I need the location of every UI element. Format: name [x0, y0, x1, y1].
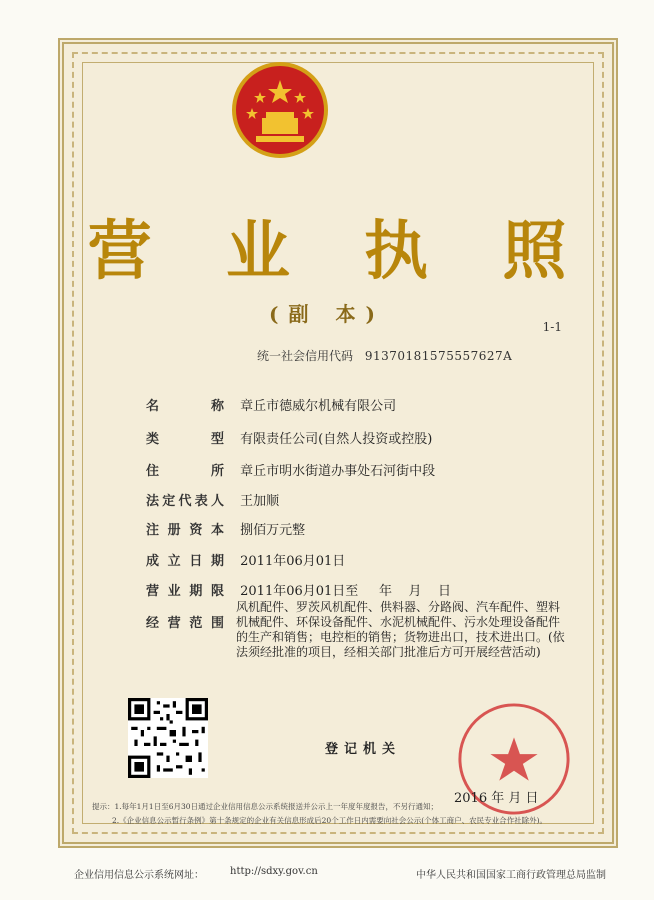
field-value: 王加顺 [240, 494, 280, 509]
business-scope-text: 风机配件、罗茨风机配件、供料器、分路阀、汽车配件、塑料机械配件、环保设备配件、水泥机械配件、污水处理设备配件的生产和销售；电控柜的销售；货物进出口，技术进出口。(依法须经批准的项目，经相关部门批准后方可开展经营活动) [236, 600, 565, 659]
field-address [146, 460, 435, 479]
field-term [146, 580, 451, 599]
field-value: 章丘市明水街道办事处石河街中段 [240, 464, 436, 479]
field-label: 名称 [146, 399, 224, 414]
issue-date: 2016 年 月 日 [454, 791, 539, 806]
note-line: 提示：1.每年1月1日至6月30日通过企业信用信息公示系统报送并公示上一年度年度报告，不另行通知； [92, 802, 439, 811]
field-label: 住所 [146, 464, 224, 479]
footer-label: 企业信用信息公示系统网址： [74, 870, 204, 881]
document-subtitle: (副 本) [269, 302, 385, 326]
national-emblem-icon [230, 60, 330, 160]
field-capital [146, 519, 305, 538]
field-legal-rep [146, 490, 279, 509]
registration-authority: 登记机关 [325, 742, 402, 757]
footer-url: http://sdxy.gov.cn [230, 866, 318, 877]
document-title: 营 业 执 照 [87, 214, 593, 289]
field-label: 法定代表人 [146, 494, 224, 509]
qr-code-icon [128, 698, 208, 778]
field-value: 有限责任公司(自然人投资或控股) [240, 432, 433, 447]
field-label: 成立日期 [146, 554, 224, 569]
field-name [146, 395, 396, 414]
field-label: 注册资本 [146, 523, 224, 538]
footer-issuer: 中华人民共和国国家工商行政管理总局监制 [416, 870, 606, 881]
serial-number: 1-1 [542, 320, 562, 334]
credit-code-line [257, 347, 512, 364]
field-label: 经营范围 [146, 616, 224, 631]
notes [92, 800, 612, 828]
field-label: 营业期限 [146, 584, 224, 599]
field-type [146, 428, 432, 447]
field-label: 类型 [146, 432, 224, 447]
field-value: 章丘市德威尔机械有限公司 [240, 399, 397, 414]
field-scope [146, 612, 224, 631]
field-value: 2011年06月01日 [240, 554, 346, 569]
field-value: 捌佰万元整 [240, 523, 306, 538]
note-line: 2.《企业信息公示暂行条例》第十条规定的企业有关信息形成后20个工作日内需要向社会公示(个体工商户、农民专业合作社除外)。 [112, 816, 548, 825]
credit-code-value: 91370181575557627A [364, 349, 513, 363]
credit-code-label: 统一社会信用代码 [257, 349, 354, 363]
field-value: 2011年06月01日至 年 月 日 [240, 584, 452, 599]
field-established [146, 550, 345, 569]
